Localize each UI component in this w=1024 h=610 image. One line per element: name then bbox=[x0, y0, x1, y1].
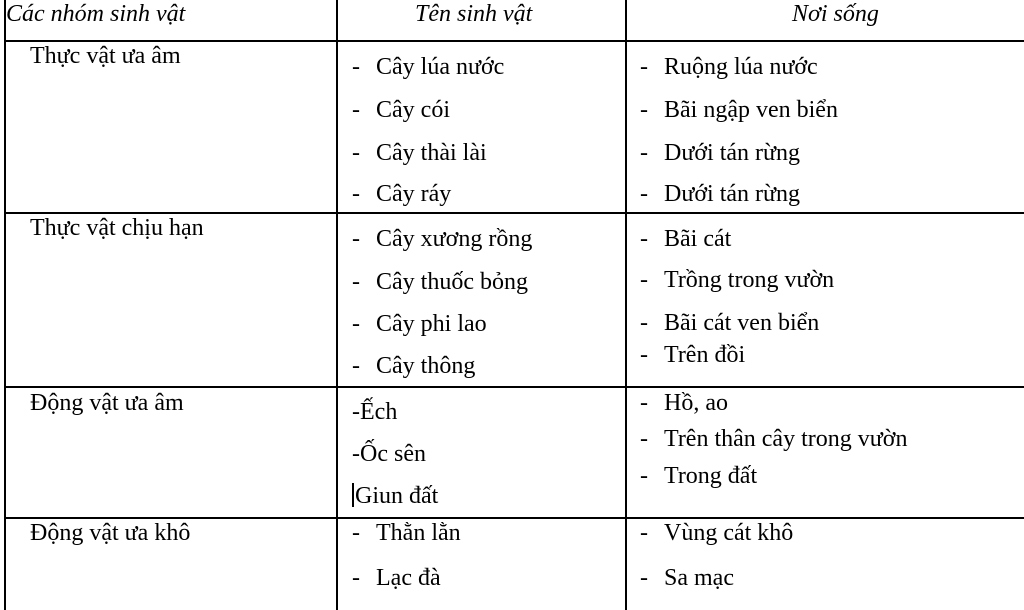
text-cursor bbox=[352, 483, 354, 507]
list-item: -Ốc sên bbox=[352, 441, 426, 467]
header-name: Tên sinh vật bbox=[415, 1, 533, 27]
row-divider-2 bbox=[6, 386, 1024, 388]
list-item: - Thằn lằn bbox=[352, 520, 461, 546]
list-item: - Cây thông bbox=[352, 353, 476, 379]
list-item: - Vùng cát khô bbox=[640, 520, 794, 546]
list-item: - Trên thân cây trong vườn bbox=[640, 426, 908, 452]
list-item: - Ruộng lúa nước bbox=[640, 54, 818, 80]
group-cell: Thực vật ưa âm bbox=[30, 43, 181, 69]
header-habitat: Nơi sống bbox=[792, 1, 879, 27]
list-item: - Trồng trong vườn bbox=[640, 267, 835, 293]
list-item: - Bãi ngập ven biển bbox=[640, 97, 838, 123]
list-item: - Bãi cát bbox=[640, 226, 732, 252]
group-cell: Thực vật chịu hạn bbox=[30, 215, 204, 241]
list-item: - Sa mạc bbox=[640, 565, 734, 591]
list-item: - Cây xương rồng bbox=[352, 226, 533, 252]
list-item: - Trong đất bbox=[640, 463, 758, 489]
list-item: - Hồ, ao bbox=[640, 390, 728, 416]
list-item: - Dưới tán rừng bbox=[640, 181, 801, 207]
list-item: - Cây thuốc bỏng bbox=[352, 269, 528, 295]
group-cell: Động vật ưa âm bbox=[30, 390, 184, 416]
list-item: - Cây phi lao bbox=[352, 311, 487, 337]
list-item: - Cây cói bbox=[352, 97, 450, 123]
list-item: - Cây ráy bbox=[352, 181, 452, 207]
header-group: Các nhóm sinh vật bbox=[6, 1, 186, 27]
list-item: - Bãi cát ven biển bbox=[640, 310, 820, 336]
list-item: - Cây thài lài bbox=[352, 140, 487, 166]
list-item: -Ếch bbox=[352, 399, 398, 425]
list-item: - Cây lúa nước bbox=[352, 54, 505, 80]
list-item: - Lạc đà bbox=[352, 565, 441, 591]
list-item: Giun đất bbox=[352, 482, 438, 510]
list-item: - Dưới tán rừng bbox=[640, 140, 801, 166]
group-cell: Động vật ưa khô bbox=[30, 520, 191, 546]
list-item: - Trên đồi bbox=[640, 342, 746, 368]
